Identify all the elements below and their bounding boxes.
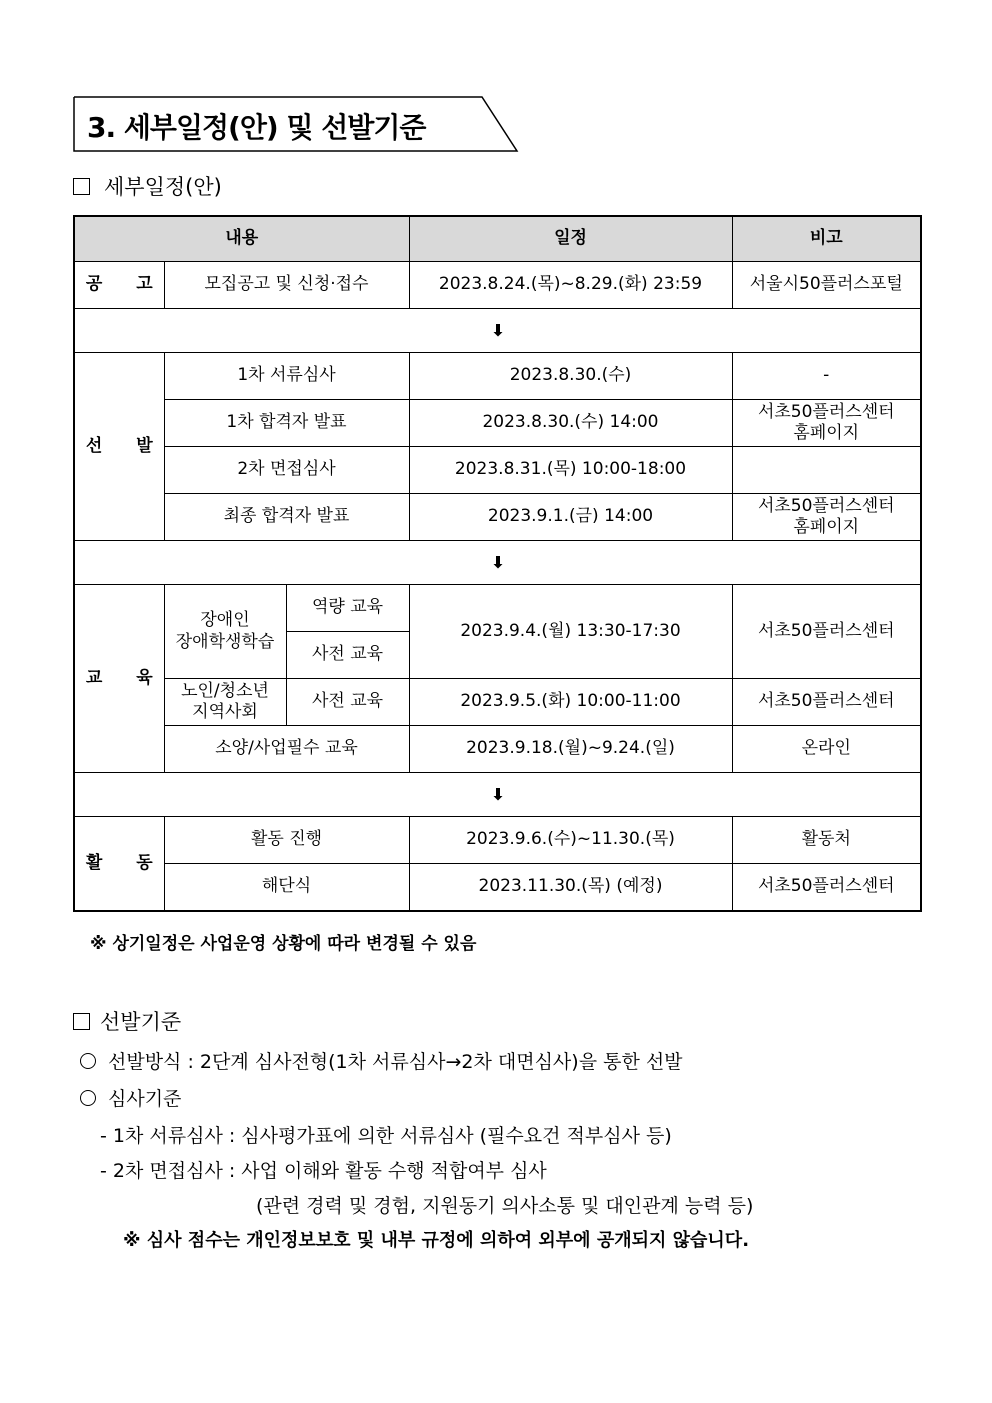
category-selection: 선 발: [74, 353, 164, 541]
schedule-table: [73, 215, 922, 912]
criteria-heading: [73, 1006, 181, 1036]
activity-item: 해단식: [164, 864, 409, 912]
selection-date: 2023.8.31.(목) 10:00-18:00: [409, 447, 732, 494]
circle-bullet-icon: [80, 1090, 96, 1106]
selection-item: 최종 합격자 발표: [164, 494, 409, 541]
selection-note: [732, 494, 921, 541]
activity-note: 서초50플러스센터: [732, 864, 921, 912]
schedule-note: ※ 상기일정은 사업운영 상황에 따라 변경될 수 있음: [90, 934, 477, 954]
announce-note: 서울시50플러스포털: [732, 262, 921, 309]
note-line: 서초50플러스센터: [757, 495, 895, 516]
group-line: 장애학생학습: [175, 631, 275, 652]
arrow-row: [74, 773, 921, 817]
category-activity: 활 동: [74, 817, 164, 912]
education-item: 소양/사업필수 교육: [164, 726, 409, 773]
category-education: 교 육: [74, 585, 164, 773]
activity-date: 2023.11.30.(목) (예정): [409, 864, 732, 912]
circle-bullet-icon: [80, 1053, 96, 1069]
criteria-method: [80, 1047, 683, 1074]
education-note: 서초50플러스센터: [732, 679, 921, 726]
square-bullet-icon: [73, 1013, 90, 1030]
selection-note: -: [732, 353, 921, 400]
square-bullet-icon: [73, 178, 90, 195]
criteria-method-text: 선발방식 : 2단계 심사전형(1차 서류심사→2차 대면심사)을 통한 선발: [108, 1051, 683, 1073]
activity-note: 활동처: [732, 817, 921, 864]
activity-date: 2023.9.6.(수)~11.30.(목): [409, 817, 732, 864]
education-sub-item: 역량 교육: [286, 585, 409, 632]
header-date: 일정: [409, 216, 732, 262]
section-title-text: 3. 세부일정(안) 및 선발기준: [87, 111, 426, 144]
criteria-step2-detail: (관련 경력 및 경험, 지원동기 의사소통 및 대인관계 능력 등): [256, 1195, 754, 1217]
criteria-standard-text: 심사기준: [108, 1088, 182, 1110]
education-note: 서초50플러스센터: [732, 585, 921, 679]
selection-date: 2023.8.30.(수) 14:00: [409, 400, 732, 447]
selection-note: [732, 400, 921, 447]
note-line: 서초50플러스센터: [757, 401, 895, 422]
education-sub-item: 사전 교육: [286, 632, 409, 679]
down-arrow-icon: [493, 323, 503, 337]
criteria-heading-text: 선발기준: [100, 1010, 182, 1034]
selection-item: 2차 면접심사: [164, 447, 409, 494]
privacy-note: ※ 심사 점수는 개인정보보호 및 내부 규정에 의하여 외부에 공개되지 않습니다.: [123, 1230, 750, 1251]
selection-item: 1차 합격자 발표: [164, 400, 409, 447]
education-date: 2023.9.4.(월) 13:30-17:30: [409, 585, 732, 679]
arrow-row: [74, 541, 921, 585]
schedule-heading-text: 세부일정(안): [104, 175, 222, 199]
note-line: 홈페이지: [793, 423, 860, 443]
education-date: 2023.9.18.(월)~9.24.(일): [409, 726, 732, 773]
announce-item: 모집공고 및 신청·접수: [164, 262, 409, 309]
note-line: 홈페이지: [793, 517, 860, 537]
down-arrow-icon: [493, 555, 503, 569]
education-group-1: [164, 585, 286, 679]
announce-date: 2023.8.24.(목)~8.29.(화) 23:59: [409, 262, 732, 309]
education-sub-item: 사전 교육: [286, 679, 409, 726]
education-note: 온라인: [732, 726, 921, 773]
education-date: 2023.9.5.(화) 10:00-11:00: [409, 679, 732, 726]
education-group-2: [164, 679, 286, 726]
group-line: 노인/청소년: [181, 680, 269, 701]
activity-item: 활동 진행: [164, 817, 409, 864]
selection-item: 1차 서류심사: [164, 353, 409, 400]
selection-date: 2023.8.30.(수): [409, 353, 732, 400]
selection-note: [732, 447, 921, 494]
group-line: 지역사회: [192, 702, 258, 722]
selection-date: 2023.9.1.(금) 14:00: [409, 494, 732, 541]
schedule-heading: [73, 171, 222, 201]
category-announce: 공 고: [74, 262, 164, 309]
arrow-row: [74, 309, 921, 353]
criteria-step2: - 2차 면접심사 : 사업 이해와 활동 수행 적합여부 심사: [100, 1160, 547, 1182]
group-line: 장애인: [200, 610, 250, 631]
section-title: [73, 96, 518, 152]
criteria-step1: - 1차 서류심사 : 심사평가표에 의한 서류심사 (필수요건 적부심사 등): [100, 1125, 672, 1147]
down-arrow-icon: [493, 787, 503, 801]
header-content: 내용: [74, 216, 409, 262]
header-note: 비고: [732, 216, 921, 262]
criteria-standard: [80, 1084, 181, 1111]
